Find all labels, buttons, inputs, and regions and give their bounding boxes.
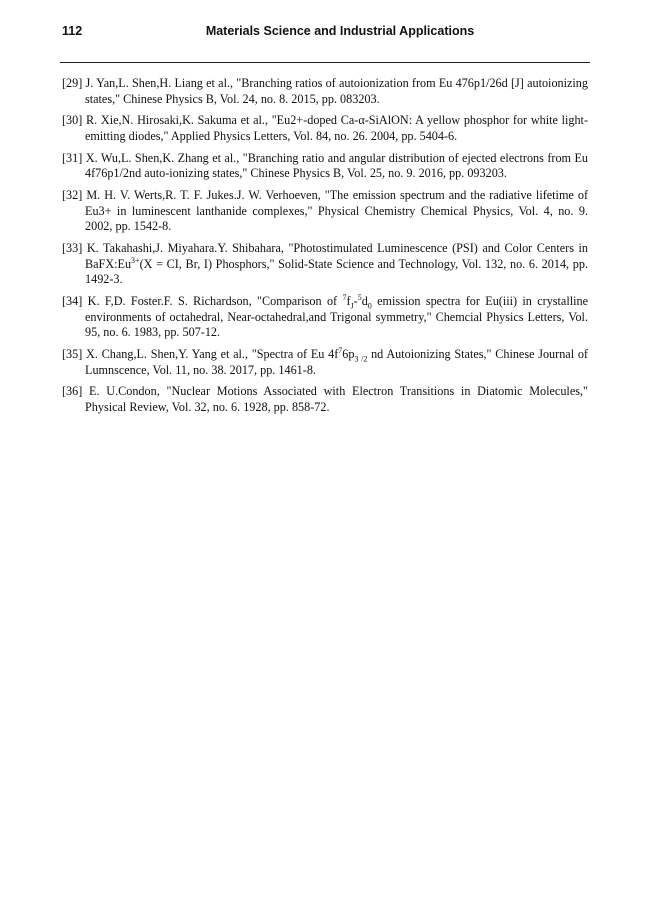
superscript: 7 <box>338 345 343 355</box>
page-header <box>62 24 590 42</box>
reference-text: R. Xie,N. Hirosaki,K. Sakuma et al., "Eu2+-doped Ca-α-SiAlON: A yellow phosphor for white light-emitting diodes," Applied Physics Letters, Vol. 84, no. 26. 2004, pp. 5404-6. <box>85 113 588 143</box>
reference-number: [36] <box>62 384 83 399</box>
reference-text: nd Autoionizing States," Chinese Journal of Lumnscence, Vol. 11, no. 38. 2017, pp. 1461-8. <box>85 347 588 377</box>
header-divider <box>60 62 590 63</box>
reference-30 <box>62 113 588 144</box>
page-number: 112 <box>62 24 83 38</box>
reference-text: - <box>353 294 358 309</box>
reference-number: [34] <box>62 294 83 309</box>
reference-number: [33] <box>62 241 83 256</box>
reference-number: [35] <box>62 347 83 362</box>
reference-text: emission spectra for Eu(iii) in crystalline environments of octahedral, Near-octahedral,and Trigonal symmetry," Chemcial Physics Letters, Vol. 95, no. 6. 1983, pp. 507-12. <box>85 294 589 340</box>
reference-text: K. Takahashi,J. Miyahara.Y. Shibahara, "Photostimulated Luminescence (PSI) and Color Centers in BaFX:Eu <box>85 241 588 271</box>
superscript: 3+ <box>131 255 140 265</box>
reference-number: [32] <box>62 188 83 203</box>
reference-number: [29] <box>62 76 83 90</box>
reference-text: f <box>346 294 351 309</box>
reference-number: [31] <box>62 150 83 165</box>
reference-text: d <box>361 294 368 309</box>
subscript: 3 /2 <box>354 354 368 364</box>
reference-text: 6p <box>342 347 355 362</box>
reference-text: K. F,D. Foster.F. S. Richardson, "Comparison of <box>87 294 343 309</box>
reference-36 <box>62 384 588 415</box>
reference-31 <box>62 151 588 182</box>
reference-34 <box>62 294 588 341</box>
subscript: J <box>350 301 354 311</box>
reference-text: (X = CI, Br, I) Phosphors," Solid-State Science and Technology, Vol. 132, no. 6. 2014, pp. 1492-3. <box>85 256 588 287</box>
superscript: 7 <box>342 293 347 302</box>
reference-text: X. Wu,L. Shen,K. Zhang et al., "Branching ratio and angular distribution of ejected electrons from Eu 4f76p1/2nd auto-ionizing states," Chinese Physics B, Vol. 25, no. 9. 2016, pp. 093203. <box>85 150 588 181</box>
running-title: Materials Science and Industrial Applications <box>205 24 475 38</box>
reference-list <box>62 76 588 422</box>
reference-text: M. H. V. Werts,R. T. F. Jukes.J. W. Verhoeven, "The emission spectrum and the radiative lifetime of Eu3+ in luminescent lanthanide complexes," Physical Chemistry Chemical Physics, Vol. 4, no. 9. 2002, pp. 1542-8. <box>85 188 589 234</box>
subscript: 0 <box>367 301 372 311</box>
reference-35 <box>62 347 588 378</box>
reference-text: X. Chang,L. Shen,Y. Yang et al., "Spectra of Eu 4f <box>86 347 339 362</box>
superscript: 5 <box>357 293 362 302</box>
reference-33 <box>62 241 588 288</box>
reference-text: J. Yan,L. Shen,H. Liang et al., "Branching ratios of autoionization from Eu 476p1/26d [J] autoionizing states," Chinese Physics B, Vol. 24, no. 8. 2015, pp. 083203. <box>85 76 588 106</box>
reference-32 <box>62 188 588 235</box>
reference-29 <box>62 76 588 107</box>
reference-number: [30] <box>62 113 83 128</box>
reference-text: E. U.Condon, "Nuclear Motions Associated with Electron Transitions in Diatomic Molecules," Physical Review, Vol. 32, no. 6. 1928, pp. 858-72. <box>85 384 588 414</box>
